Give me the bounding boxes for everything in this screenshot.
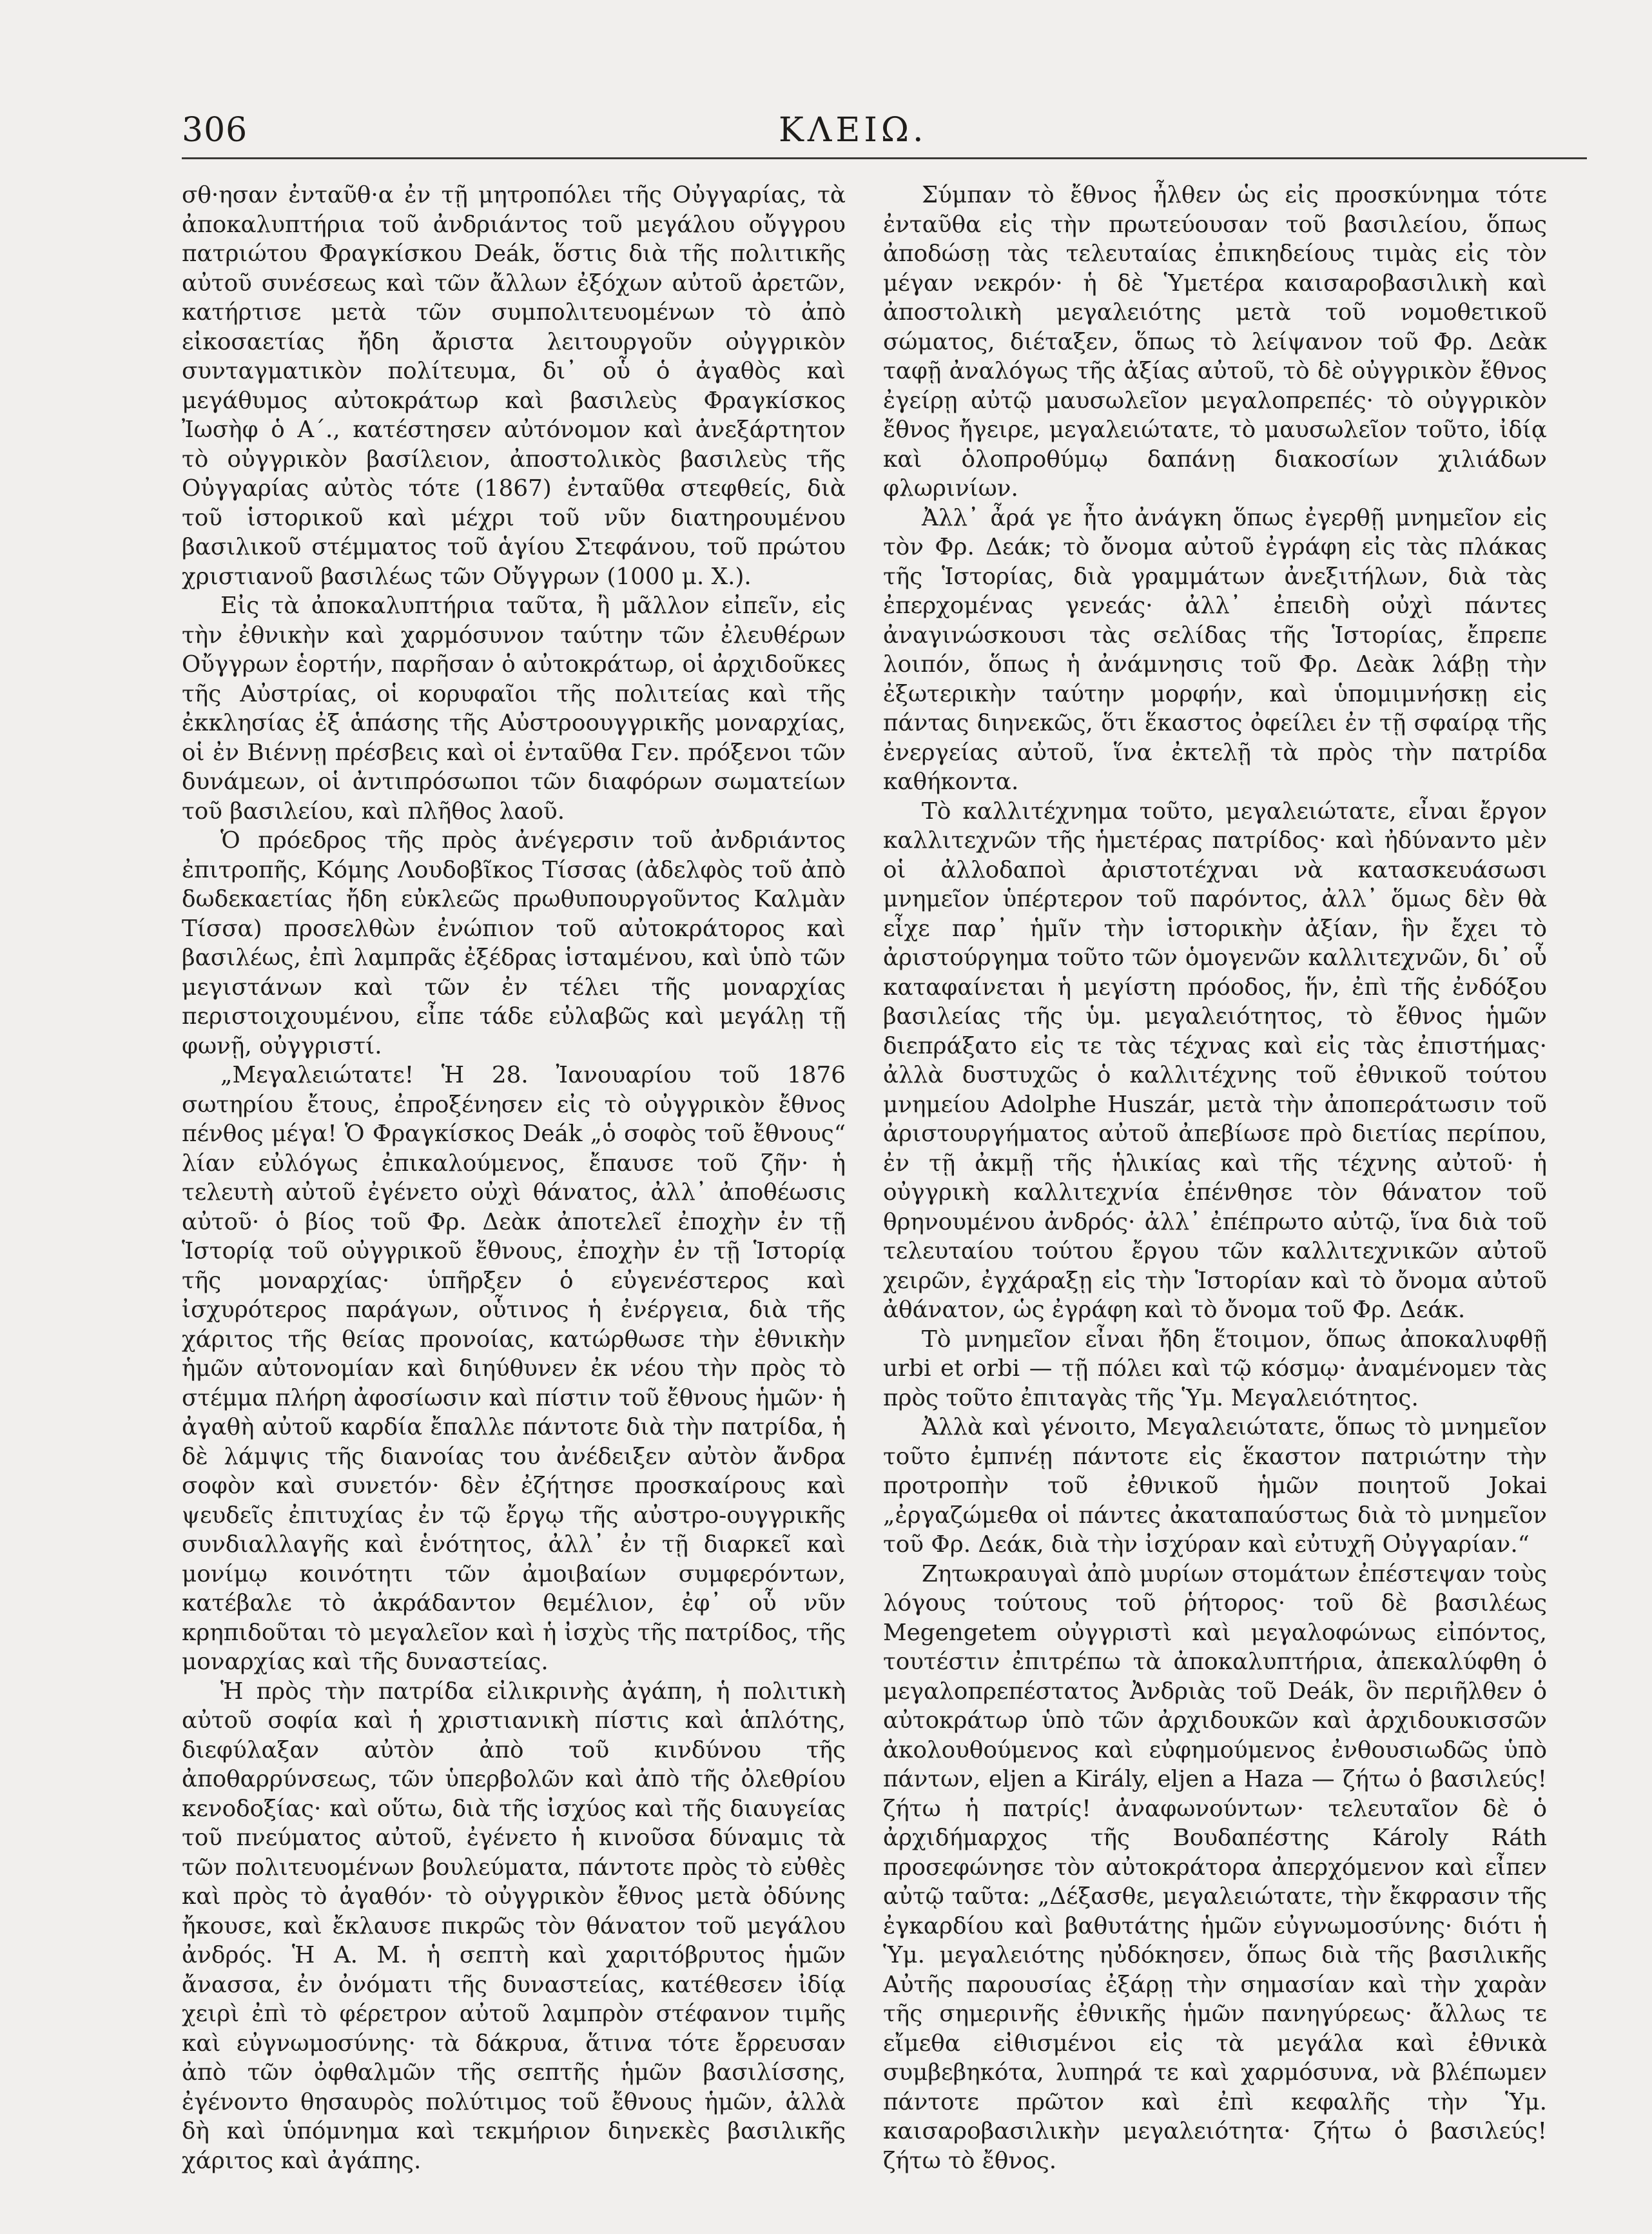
right-column xyxy=(883,181,1547,2175)
column-gutter xyxy=(864,174,865,2160)
paragraph: Σύμπαν τὸ ἔθνος ἦλθεν ὡς εἰς προσκύνημα τότε ἐνταῦθα εἰς τὴν πρωτεύουσαν τοῦ βασιλείου, ὅπως ἀποδώσῃ τὰς τελευταίας ἐπικηδείους τιμὰς εἰς τὸν μέγαν νεκρόν· ἡ δὲ Ὑμετέρα καισαροβασιλικὴ καὶ ἀποστολικὴ μεγαλειότης μετὰ τοῦ νομοθετικοῦ σώματος, διέταξεν, ὅπως τὸ λείψανον τοῦ Φρ. Δεὰκ ταφῇ ἀναλόγως τῆς ἀξίας αὐτοῦ, τὸ δὲ οὐγγρικὸν ἔθνος ἐγείρῃ αὐτῷ μαυσωλεῖον μεγαλοπρεπές· τὸ οὐγγρικὸν ἔθνος ἤγειρε, μεγαλειώτατε, τὸ μαυσωλεῖον τοῦτο, ἰδίᾳ καὶ ὁλοπροθύμῳ δαπάνῃ διακοσίων χιλιάδων φλωρινίων. xyxy=(883,182,1547,502)
paragraph: Τὸ μνημεῖον εἶναι ἤδη ἕτοιμον, ὅπως ἀποκαλυφθῇ urbi et orbi — τῇ πόλει καὶ τῷ κόσμῳ· ἀναμένομεν τὰς πρὸς τοῦτο ἐπιταγὰς τῆς Ὑμ. Μεγαλειότητος. xyxy=(883,1326,1547,1411)
paragraph: Ὁ πρόεδρος τῆς πρὸς ἀνέγερσιν τοῦ ἀνδριάντος ἐπιτροπῆς, Κόμης Λουδοβῖκος Τίσσας (ἀδελφὸς τοῦ ἀπὸ δωδεκαετίας ἤδη εὐκλεῶς πρωθυπουργοῦντος Καλμὰν Τίσσα) προσελθὼν ἐνώπιον τοῦ αὐτοκράτορος καὶ βασιλέως, ἐπὶ λαμπρᾶς ἐξέδρας ἱσταμένου, καὶ ὑπὸ τῶν μεγιστάνων καὶ τῶν ἐν τέλει τῆς μοναρχίας περιστοιχουμένου, εἶπε τάδε εὐλαβῶς καὶ μεγάλῃ τῇ φωνῇ, οὐγγριστί. xyxy=(182,827,846,1059)
paragraph: Ζητωκραυγαὶ ἀπὸ μυρίων στομάτων ἐπέστεψαν τοὺς λόγους τούτους τοῦ ῥήτορος· τοῦ δὲ βασιλέως Megengetem οὐγγριστὶ καὶ μεγαλοφώνως εἰπόντος, τουτέστιν ἐπιτρέπω τὰ ἀποκαλυπτήρια, ἀπεκαλύφθη ὁ μεγαλοπρεπέστατος Ἀνδριὰς τοῦ Deák, ὃν περιῆλθεν ὁ αὐτοκράτωρ ὑπὸ τῶν ἀρχιδουκῶν καὶ ἀρχιδουκισσῶν ἀκολουθούμενος καὶ εὐφημούμενος ἐνθουσιωδῶς ὑπὸ πάντων, eljen a Király, eljen a Haza — ζήτω ὁ βασιλεύς! ζήτω ἡ πατρίς! ἀναφωνούντων· τελευταῖον δὲ ὁ ἀρχιδήμαρχος τῆς Βουδαπέστης Károly Ráth προσεφώνησε τὸν αὐτοκράτορα ἀπερχόμενον καὶ εἶπεν αὐτῷ ταῦτα: „Δέξασθε, μεγαλειώτατε, τὴν ἔκφρασιν τῆς ἐγκαρδίου καὶ βαθυτάτης ἡμῶν εὐγνωμοσύνης· διότι ἡ Ὑμ. μεγαλειότης ηὐδόκησεν, ὅπως διὰ τῆς βασιλικῆς Αὐτῆς παρουσίας ἐξάρῃ τὴν σημασίαν καὶ τὴν χαρὰν τῆς σημερινῆς ἐθνικῆς ἡμῶν πανηγύρεως· ἄλλως τε εἴμεθα εἰθισμένοι εἰς τὰ μεγάλα καὶ ἐθνικὰ συμβεβηκότα, λυπηρά τε καὶ χαρμόσυνα, νὰ βλέπωμεν πάντοτε πρῶτον καὶ ἐπὶ κεφαλῆς τὴν Ὑμ. καισαροβασιλικὴν μεγαλειότητα· ζήτω ὁ βασιλεύς! ζήτω τὸ ἔθνος. xyxy=(883,1560,1547,2174)
header-rule xyxy=(182,157,1587,159)
paragraph: Εἰς τὰ ἀποκαλυπτήρια ταῦτα, ἢ μᾶλλον εἰπεῖν, εἰς τὴν ἐθνικὴν καὶ χαρμόσυνον ταύτην τῶν ἐλευθέρων Οὔγγρων ἑορτήν, παρῆσαν ὁ αὐτοκράτωρ, οἱ ἀρχιδοῦκες τῆς Αὐστρίας, οἱ κορυφαῖοι τῆς πολιτείας καὶ τῆς ἐκκλησίας ἐξ ἁπάσης τῆς Αὐστροουγγρικῆς μοναρχίας, οἱ ἐν Βιέννῃ πρέσβεις καὶ οἱ ἐνταῦθα Γεν. πρόξενοι τῶν δυνάμεων, οἱ ἀντιπρόσωποι τῶν διαφόρων σωματείων τοῦ βασιλείου, καὶ πλῆθος λαοῦ. xyxy=(182,593,846,825)
running-title: ΚΛΕΙΩ. xyxy=(779,111,928,150)
left-column xyxy=(182,181,846,2175)
paragraph: Ἀλλ᾽ ἆρά γε ἦτο ἀνάγκη ὅπως ἐγερθῇ μνημεῖον εἰς τὸν Φρ. Δεάκ; τὸ ὄνομα αὐτοῦ ἐγράφη εἰς τὰς πλάκας τῆς Ἱστορίας, διὰ γραμμάτων ἀνεξιτήλων, διὰ τὰς ἐπερχομένας γενεάς· ἀλλ᾽ ἐπειδὴ οὐχὶ πάντες ἀναγινώσκουσι τὰς σελίδας τῆς Ἱστορίας, ἔπρεπε λοιπόν, ὅπως ἡ ἀνάμνησις τοῦ Φρ. Δεὰκ λάβῃ τὴν ἐξωτερικὴν ταύτην μορφήν, καὶ ὑπομιμνήσκῃ εἰς πάντας διηνεκῶς, ὅτι ἕκαστος ὀφείλει ἐν τῇ σφαίρᾳ τῆς ἐνεργείας αὐτοῦ, ἵνα ἐκτελῇ τὰ πρὸς τὴν πατρίδα καθήκοντα. xyxy=(883,504,1547,795)
paragraph: Τὸ καλλιτέχνημα τοῦτο, μεγαλειώτατε, εἶναι ἔργον καλλιτεχνῶν τῆς ἡμετέρας πατρίδος· καὶ ἠδύναντο μὲν οἱ ἀλλοδαποὶ ἀριστοτέχναι νὰ κατασκευάσωσι μνημεῖον ὑπέρτερον τοῦ παρόντος, ἀλλ᾽ ὅμως δὲν θὰ εἶχε παρ᾽ ἡμῖν τὴν ἱστορικὴν ἀξίαν, ἣν ἔχει τὸ ἀριστούργημα τοῦτο τῶν ὁμογενῶν καλλιτεχνῶν, δι᾽ οὗ καταφαίνεται ἡ μεγίστη πρόοδος, ἥν, ἐπὶ τῆς ἐνδόξου βασιλείας τῆς ὑμ. μεγαλειότητος, τὸ ἔθνος ἡμῶν διεπράξατο εἰς τε τὰς τέχνας καὶ εἰς τὰς ἐπιστήμας· ἀλλὰ δυστυχῶς ὁ καλλιτέχνης τοῦ ἐθνικοῦ τούτου μνημείου Adolphe Huszár, μετὰ τὴν ἀποπεράτωσιν τοῦ ἀριστουργήματος αὐτοῦ ἀπεβίωσε πρὸ διετίας περίπου, ἐν τῇ ἀκμῇ τῆς ἡλικίας καὶ τῆς τέχνης αὐτοῦ· ἡ οὐγγρικὴ καλλιτεχνία ἐπένθησε τὸν θάνατον τοῦ θρηνουμένου ἀνδρός· ἀλλ᾽ ἐπέπρωτο αὐτῷ, ἵνα διὰ τοῦ τελευταίου τούτου ἔργου τῶν καλλιτεχνικῶν αὐτοῦ χειρῶν, ἐγχάραξῃ εἰς τὴν Ἱστορίαν καὶ τὸ ὄνομα αὐτοῦ ἀθάνατον, ὡς ἐγράφη καὶ τὸ ὄνομα τοῦ Φρ. Δεάκ. xyxy=(883,798,1547,1323)
paragraph: Ἡ πρὸς τὴν πατρίδα εἰλικρινὴς ἀγάπη, ἡ πολιτικὴ αὐτοῦ σοφία καὶ ἡ χριστιανικὴ πίστις καὶ ἁπλότης, διεφύλαξαν αὐτὸν ἀπὸ τοῦ κινδύνου τῆς ἀποθαρρύνσεως, τῶν ὑπερβολῶν καὶ ἀπὸ τῆς ὀλεθρίου κενοδοξίας· καὶ οὕτω, διὰ τῆς ἰσχύος καὶ τῆς διαυγείας τοῦ πνεύματος αὐτοῦ, ἐγένετο ἡ κινοῦσα δύναμις τὰ τῶν πολιτευομένων βουλεύματα, πάντοτε πρὸς τὸ εὐθὲς καὶ πρὸς τὸ ἀγαθόν· τὸ οὐγγρικὸν ἔθνος μετὰ ὀδύνης ἤκουσε, καὶ ἔκλαυσε πικρῶς τὸν θάνατον τοῦ μεγάλου ἀνδρός. Ἡ Α. Μ. ἡ σεπτὴ καὶ χαριτόβρυτος ἡμῶν ἄνασσα, ἐν ὀνόματι τῆς δυναστείας, κατέθεσεν ἰδίᾳ χειρὶ ἐπὶ τὸ φέρετρον αὐτοῦ λαμπρὸν στέφανον τιμῆς καὶ εὐγνωμοσύνης· τὰ δάκρυα, ἅτινα τότε ἔρρευσαν ἀπὸ τῶν ὀφθαλμῶν τῆς σεπτῆς ἡμῶν βασιλίσσης, ἐγένοντο θησαυρὸς πολύτιμος τοῦ ἔθνους ἡμῶν, ἀλλὰ δὴ καὶ ὑπόμνημα καὶ τεκμήριον διηνεκὲς βασιλικῆς χάριτος καὶ ἀγάπης. xyxy=(182,1678,846,2174)
paragraph: σθ·ησαν ἐνταῦθ·α ἐν τῇ μητροπόλει τῆς Οὐγγαρίας, τὰ ἀποκαλυπτήρια τοῦ ἀνδριάντος τοῦ μεγάλου οὔγγρου πατριώτου Φραγκίσκου Deák, ὅστις διὰ τῆς πολιτικῆς αὐτοῦ συνέσεως καὶ τῶν ἄλλων ἐξόχων αὐτοῦ ἀρετῶν, κατήρτισε μετὰ τῶν συμπολιτευομένων τὸ ἀπὸ εἰκοσαετίας ἤδη ἄριστα λειτουργοῦν οὐγγρικὸν συνταγματικὸν πολίτευμα, δι᾽ οὗ ὁ ἀγαθὸς καὶ μεγάθυμος αὐτοκράτωρ καὶ βασιλεὺς Φραγκίσκος Ἰωσὴφ ὁ Α΄., κατέστησεν αὐτόνομον καὶ ἀνεξάρτητον τὸ οὐγγρικὸν βασίλειον, ἀποστολικὸς βασιλεὺς τῆς Οὐγγαρίας αὐτὸς τότε (1867) ἐνταῦθα στεφθείς, διὰ τοῦ ἱστορικοῦ καὶ μέχρι τοῦ νῦν διατηρουμένου βασιλικοῦ στέμματος τοῦ ἁγίου Στεφάνου, τοῦ πρώτου χριστιανοῦ βασιλέως τῶν Οὔγγρων (1000 μ. Χ.). xyxy=(182,182,846,590)
paragraph: „Μεγαλειώτατε! Ἡ 28. Ἰανουαρίου τοῦ 1876 σωτηρίου ἔτους, ἐπροξένησεν εἰς τὸ οὐγγρικὸν ἔθνος πένθος μέγα! Ὁ Φραγκίσκος Deák „ὁ σοφὸς τοῦ ἔθνους“ λίαν εὐλόγως ἐπικαλούμενος, ἔπαυσε τοῦ ζῆν· ἡ τελευτὴ αὐτοῦ ἐγένετο οὐχὶ θάνατος, ἀλλ᾽ ἀποθέωσις αὐτοῦ· ὁ βίος τοῦ Φρ. Δεὰκ ἀποτελεῖ ἐποχὴν ἐν τῇ Ἱστορίᾳ τοῦ οὐγγρικοῦ ἔθνους, ἐποχὴν ἐν τῇ Ἱστορίᾳ τῆς μοναρχίας· ὑπῆρξεν ὁ εὐγενέστερος καὶ ἰσχυρότερος παράγων, οὗτινος ἡ ἐνέργεια, διὰ τῆς χάριτος τῆς θείας προνοίας, κατώρθωσε τὴν ἐθνικὴν ἡμῶν αὐτονομίαν καὶ διηύθυνεν ἐκ νέου τὴν πρὸς τὸ στέμμα πλήρη ἀφοσίωσιν καὶ πίστιν τοῦ ἔθνους ἡμῶν· ἡ ἀγαθὴ αὐτοῦ καρδία ἔπαλλε πάντοτε διὰ τὴν πατρίδα, ἡ δὲ λάμψις τῆς διανοίας του ἀνέδειξεν αὐτὸν ἄνδρα σοφὸν καὶ συνετόν· δὲν ἐζήτησε προσκαίρους καὶ ψευδεῖς ἐπιτυχίας ἐν τῷ ἔργῳ τῆς αὐστρο-ουγγρικῆς συνδιαλλαγῆς καὶ ἑνότητος, ἀλλ᾽ ἐν τῇ διαρκεῖ καὶ μονίμῳ κοινότητι τῶν ἀμοιβαίων συμφερόντων, κατέβαλε τὸ ἀκράδαντον θεμέλιον, ἐφ᾽ οὗ νῦν κρηπιδοῦται τὸ μεγαλεῖον καὶ ἡ ἰσχὺς τῆς πατρίδος, τῆς μοναρχίας καὶ τῆς δυναστείας. xyxy=(182,1062,846,1675)
page-number: 306 xyxy=(182,111,248,150)
paragraph: Ἀλλὰ καὶ γένοιτο, Μεγαλειώτατε, ὅπως τὸ μνημεῖον τοῦτο ἐμπνέῃ πάντοτε εἰς ἕκαστον πατριώτην τὴν προτροπὴν τοῦ ἐθνικοῦ ἡμῶν ποιητοῦ Jokai „ἐργαζώμεθα οἱ πάντες ἀκαταπαύστως διὰ τὸ μνημεῖον τοῦ Φρ. Δεάκ, διὰ τὴν ἰσχύραν καὶ εὐτυχῆ Οὐγγαρίαν.“ xyxy=(883,1414,1547,1558)
